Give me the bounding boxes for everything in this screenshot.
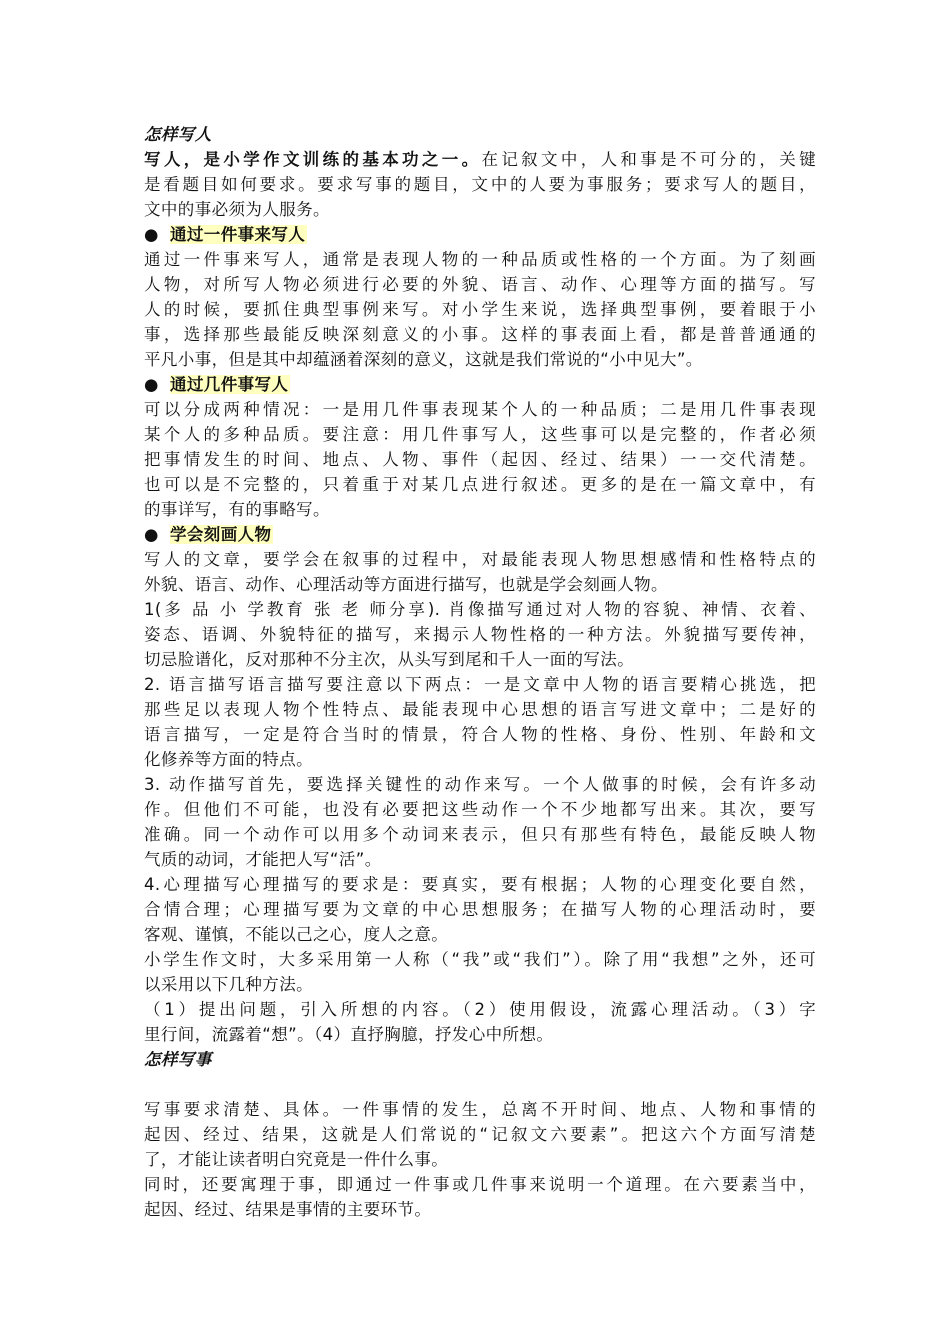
bullet-icon: ●	[144, 225, 159, 244]
paragraph-line: 同时，还要寓理于事，即通过一件事或几件事来说明一个道理。在六要素当中，	[144, 1175, 816, 1194]
bullet-icon: ●	[144, 375, 159, 394]
intro-line-3: 文中的事必须为人服务。	[144, 200, 330, 219]
paragraph-line: 也可以是不完整的，只着重于对某几点进行叙述。更多的是在一篇文章中，有	[144, 475, 816, 494]
paragraph-line: 合情合理；心理描写要为文章的中心思想服务；在描写人物的心理活动时，要	[144, 900, 816, 919]
intro-bold-lead: 写人，是小学作文训练的基本功之一。	[144, 150, 482, 169]
paragraph-line: 作。但他们不可能，也没有必要把这些动作一个不少地都写出来。其次，要写	[144, 800, 816, 819]
paragraph-line: 4.心理描写心理描写的要求是：要真实，要有根据；人物的心理变化要自然，	[144, 875, 816, 894]
intro-line-2: 是看题目如何要求。要求写事的题目，文中的人要为事服务；要求写人的题目，	[144, 175, 816, 194]
paragraph-line: 写事要求清楚、具体。一件事情的发生，总离不开时间、地点、人物和事情的	[144, 1100, 816, 1119]
paragraph-line: （1）提出问题，引入所想的内容。（2）使用假设，流露心理活动。（3）字	[144, 1000, 816, 1019]
paragraph-line: 那些足以表现人物个性特点、最能表现中心思想的语言写进文章中；二是好的	[144, 700, 816, 719]
section-3-heading-text: 学会刻画人物	[170, 525, 272, 544]
paragraph-line: 3. 动作描写首先，要选择关键性的动作来写。一个人做事的时候，会有许多动	[144, 775, 816, 794]
section-2-heading	[144, 372, 816, 397]
paragraph-line: 了，才能让读者明白究竟是一件什么事。	[144, 1150, 449, 1169]
paragraph-line: 可以分成两种情况：一是用几件事表现某个人的一种品质；二是用几件事表现	[144, 400, 816, 419]
paragraph-line: 姿态、语调、外貌特征的描写，来揭示人物性格的一种方法。外貌描写要传神，	[144, 625, 816, 644]
document-body	[144, 122, 816, 1222]
section-1-heading-text: 通过一件事来写人	[170, 225, 306, 244]
paragraph-line: 平凡小事，但是其中却蕴涵着深刻的意义，这就是我们常说的“小中见大”。	[144, 350, 703, 369]
paragraph-line: 以采用以下几种方法。	[144, 975, 313, 994]
paragraph-line: 写人的文章，要学会在叙事的过程中，对最能表现人物思想感情和性格特点的	[144, 550, 816, 569]
paragraph-line: 外貌、语言、动作、心理活动等方面进行描写，也就是学会刻画人物。	[144, 575, 668, 594]
paragraph-line: 里行间，流露着“想”。（4）直抒胸臆，抒发心中所想。	[144, 1025, 554, 1044]
section-3-heading	[144, 522, 816, 547]
paragraph-line: 人的时候，要抓住典型事例来写。对小学生来说，选择典型事例，要着眼于小	[144, 300, 816, 319]
paragraph-line: 事，选择那些最能反映深刻意义的小事。这样的事表面上看，都是普普通通的	[144, 325, 816, 344]
paragraph-line: 语言描写，一定是符合当时的情景，符合人物的性格、身份、性别、年龄和文	[144, 725, 816, 744]
paragraph-line: 人物，对所写人物必须进行必要的外貌、语言、动作、心理等方面的描写。写	[144, 275, 816, 294]
paragraph-line: 起因、经过、结果，这就是人们常说的“记叙文六要素”。把这六个方面写清楚	[144, 1125, 816, 1144]
section-2-heading-text: 通过几件事写人	[170, 375, 289, 394]
blank-line	[144, 1072, 816, 1097]
intro-line-1	[144, 147, 816, 172]
paragraph-line: 小学生作文时，大多采用第一人称（“我”或“我们”）。除了用“我想”之外，还可	[144, 950, 816, 969]
paragraph-line: 的事详写，有的事略写。	[144, 500, 330, 519]
paragraph-line: 气质的动词，才能把人写“活”。	[144, 850, 382, 869]
section-1-heading	[144, 222, 816, 247]
title-how-to-write-events: 怎样写事	[144, 1050, 212, 1069]
paragraph-line: 某个人的多种品质。要注意：用几件事写人，这些事可以是完整的，作者必须	[144, 425, 816, 444]
paragraph-line: 1(多 品 小 学教育 张 老 师分享). 肖像描写通过对人物的容貌、神情、衣着、	[144, 600, 816, 619]
paragraph-line: 通过一件事来写人，通常是表现人物的一种品质或性格的一个方面。为了刻画	[144, 250, 816, 269]
paragraph-line: 化修养等方面的特点。	[144, 750, 313, 769]
bullet-icon: ●	[144, 525, 159, 544]
intro-line-1-rest: 在记叙文中，人和事是不可分的，关键	[481, 150, 816, 169]
paragraph-line: 把事情发生的时间、地点、人物、事件（起因、经过、结果）一一交代清楚。	[144, 450, 816, 469]
paragraph-line: 起因、经过、结果是事情的主要环节。	[144, 1200, 432, 1219]
paragraph-line: 切忌脸谱化，反对那种不分主次，从头写到尾和千人一面的写法。	[144, 650, 635, 669]
paragraph-line: 准确。同一个动作可以用多个动词来表示，但只有那些有特色，最能反映人物	[144, 825, 816, 844]
paragraph-line: 客观、谨慎，不能以己之心，度人之意。	[144, 925, 449, 944]
title-how-to-write-people: 怎样写人	[144, 125, 212, 144]
paragraph-line: 2. 语言描写语言描写要注意以下两点：一是文章中人物的语言要精心挑选，把	[144, 675, 816, 694]
